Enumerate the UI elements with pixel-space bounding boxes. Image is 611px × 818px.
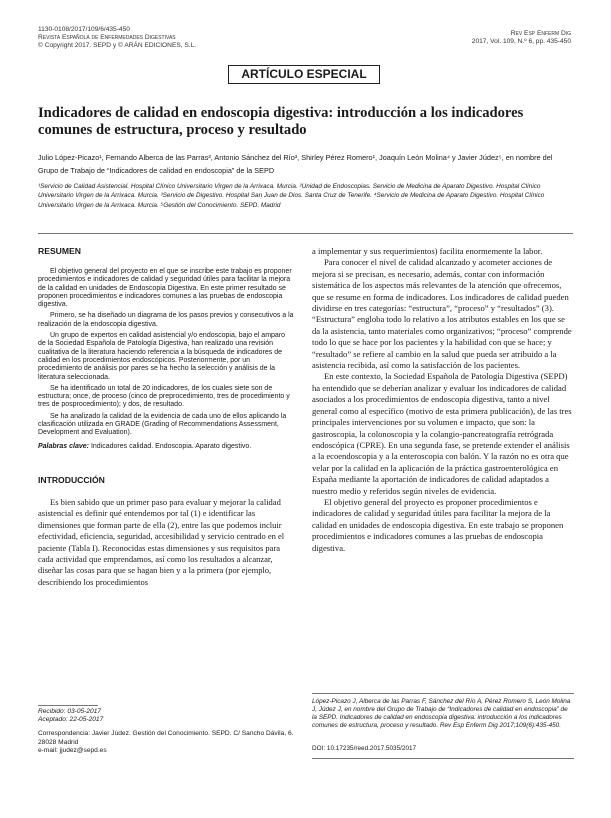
citation-bottom-divider [312,758,574,759]
introduccion-heading: INTRODUCCIÓN [38,474,105,485]
keywords-label: Palabras clave: [38,442,89,450]
abstract-paragraph: Un grupo de expertos en calidad asistencial y/o endoscopia, bajo el amparo de la Sociedad Española de Patología Digestiva, han realizado una revisión cualitativa de la literatura haciendo referencia a la búsqueda de indicadores de calidad en los procedimientos endoscópicos. Posteriormente, por un procedimiento de análisis por pares se ha hecho la selección y análisis de la literatura seleccionada. [38,332,286,381]
citation-divider [312,693,574,694]
correspondence: Correspondencia: Javier Júdez. Gestión del Conocimiento. SEPD. C/ Sancho Dávila, 6. 28028 Madrid [38,730,294,746]
journal-header-left [38,26,196,51]
copyright-line: © Copyright 2017. SEPD y © ARÁN EDICIONES, S.L. [38,42,197,50]
body-paragraph: Para conocer el nivel de calidad alcanzado y acometer acciones de mejora si se precisan, es necesario, además, contar con información sistemática de los aspectos más relevantes de la atención que ofrecemos, que se resume en forma de indicadores. Los indicadores de calidad pueden dividirse en tres categorías: “estructura”, “proceso” y “resultados” (3). “Estructura” engloba todo lo relativo a los atributos estables en los que se da la asistencia, tanto materiales como organizativos; “proceso” comprende todo lo que se hace por los pacientes y la habilidad con que se hace; y “resultado” se refiere al cambio en la salud que pueda ser atribuido a la asistencia recibida, así como la satisfacción de los pacientes. [312,257,572,371]
body-paragraph: En este contexto, la Sociedad Española de Patología Digestiva (SEPD) ha entendido que se deberían analizar y evaluar los indicadores de calidad asociados a los procedimientos de endoscopia digestiva, tanto a nivel general como al específico (motivo de esta primera publicación), de las tres principales intervenciones por su volumen e impacto, que son: la gastroscopia, la colonoscopia y la colangio-pancreatografía retrógrada endoscópica (CPRE). En una segunda fase, se pretende extender el análisis a la ecoendoscopia y a la enteroscopia con balón. Y la razón no es otra que velar por la calidad en la aplicación de la práctica gastroenterológica en España mediante la aportación de indicadores de calidad adaptados a nuestro medio y referidos según niveles de evidencia. [312,371,572,496]
header-divider [38,233,573,234]
citation-block: López-Picazo J, Alberca de las Parras F, Sánchez del Río A, Pérez Romero S, León Molina J, Júdez J, en nombre del Grupo de Trabajo de “Indicadores de calidad en endoscopia” de la SEPD. Indicadores de calidad en endoscopia digestiva: introducción a los indicadores comunes de estructura, proceso y resultado. Rev Esp Enferm Dig 2017;109(6):435-450. [312,698,571,729]
article-title: Indicadores de calidad en endoscopia digestiva: introducción a los indicadores comunes de estructura, proceso y resultado [38,105,524,138]
right-column [312,246,574,554]
body-paragraph: Es bien sabido que un primer paso para evaluar y mejorar la calidad asistencial es definir qué entendemos por tal (1) e identificar las dimensiones que forman parte de ella (2), entre las que podemos incluir efectividad, eficiencia, seguridad, accesibilidad y servicio centrado en el paciente (Tabla I). Reconocidas estas dimensiones y sus requisitos para cada actividad que emprendamos, así como los resultados a alcanzar, diseñar las cosas para que se hagan bien y a la primera (por ejemplo, describiendo los procedimientos [38,496,285,587]
received-date: Recibido: 03-05-2017 [38,708,102,715]
abstract-paragraph: El objetivo general del proyecto en el que se inscribe este trabajo es proponer procedimientos e indicadores de calidad y seguridad útiles para facilitar la mejora de la calidad en unidades de Endoscopia Digestiva. En este primer resultado se proponen procedimientos e indicadores comunes a las pruebas de endoscopia digestiva. [38,268,292,309]
resumen-heading: RESUMEN [38,246,81,256]
volume-line: 2017, Vol. 109, N.º 6, pp. 435-450 [471,38,571,46]
doi-line: DOI: 10.17235/reed.2017.5035/2017 [312,745,417,752]
footnote-block [38,708,298,755]
footnote-divider [38,705,98,706]
keywords-text: Indicadores calidad. Endoscopia. Aparato digestivo. [90,442,252,450]
journal-header-right [472,30,571,47]
abstract-paragraph: Primero, se ha diseñado un diagrama de los pasos previos y consecutivos a la realización de la endoscopia digestiva. [38,312,294,328]
body-paragraph: El objetivo general del proyecto es proponer procedimientos e indicadores de calidad y seguridad útiles para facilitar la mejora de la calidad en unidades de endoscopia digestiva. En este trabajo se proponen procedimientos e indicadores comunes a las pruebas de endoscopia digestiva. [312,496,564,553]
abstract-paragraph: Se ha identificado un total de 20 indicadores, de los cuales siete son de estructura; once, de proceso (cinco de preprocedimiento, tres de procedimiento y tres de posprocedimiento); y dos, de resultado. [38,384,290,409]
journal-name: Revista Española de Enfermedades Digestivas [38,34,176,42]
article-type-box: ARTÍCULO ESPECIAL [228,65,380,84]
keywords [38,443,294,451]
left-column [38,246,294,588]
accepted-date: Aceptado: 22-05-2017 [38,716,104,724]
affiliations: ¹Servicio de Calidad Asistencial. Hospital Clínico Universitario Virgen de la Arrixaca. Murcia. ²Unidad de Endoscopias. Servicio de Medicina de Aparato Digestivo. Hospital Clínico Universitario Virgen de la Arrixaca. Murcia. ³Servicio de Digestivo. Hospital San Juan de Dios. Santa Cruz de Tenerife. ⁴Servicio de Medicina de Aparato Digestivo. Hospital Clínico Universitario Virgen de la Arrixaca. Murcia. ⁵Gestión del Conocimiento. SEPD. Madrid [38,183,545,209]
issn-line: 1130-0108/2017/109/6/435-450 [38,26,130,33]
abstract-paragraph: Se ha analizado la calidad de la evidencia de cada uno de ellos aplicando la clasificación utilizada en GRADE (Grading of Recommendations Assessment, Development and Evaluation). [38,412,287,437]
journal-abbrev: Rev Esp Enferm Dig [510,30,571,37]
email-line: e-mail: jjudez@sepd.es [38,746,107,754]
body-paragraph: a implementar y sus requerimientos) facilita enormemente la labor. [312,246,543,256]
author-list: Julio López-Picazo¹, Fernando Alberca de las Parras², Antonio Sánchez del Río³, Shirley Pérez Romero¹, Joaquín León Molina⁴ y Javier Júdez⁵, en nombre del Grupo de Trabajo de “Indicadores de calidad en endoscopia” de la SEPD [38,153,553,175]
